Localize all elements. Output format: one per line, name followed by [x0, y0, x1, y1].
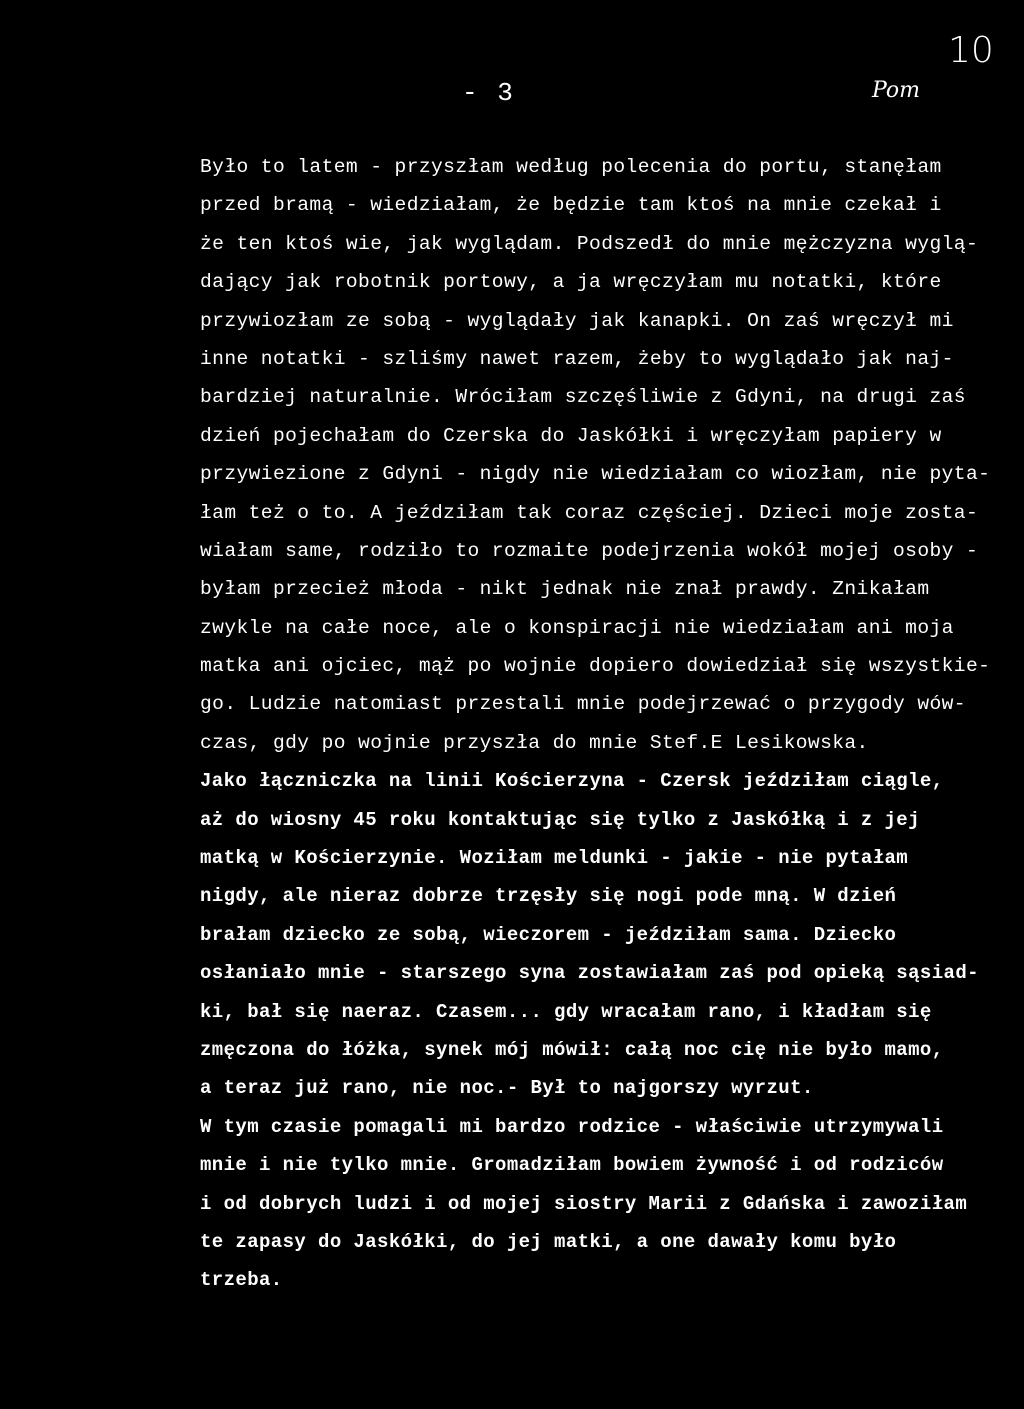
text-line: brałam dziecko ze sobą, wieczorem - jeździłam sama. Dziecko [200, 923, 897, 946]
text-line: wiałam same, rodziło to rozmaite podejrzenia wokół mojej osoby - [200, 539, 979, 562]
text-line: łam też o to. A jeździłam tak coraz częściej. Dzieci moje zosta- [200, 501, 979, 524]
text-line: czas, gdy po wojnie przyszła do mnie Stef.E Lesikowska. [200, 731, 869, 754]
text-line: te zapasy do Jaskółki, do jej matki, a one dawały komu było [200, 1230, 897, 1253]
text-line: zwykle na całe noce, ale o konspiracji nie wiedziałam ani moja [200, 616, 954, 639]
folio-number: 10 [948, 30, 994, 71]
text-line: a teraz już rano, nie noc.- Był to najgorszy wyrzut. [200, 1077, 814, 1100]
text-line: Jako łączniczka na linii Kościerzyna - Czersk jeździłam ciągle, [200, 770, 944, 793]
typed-body-text [200, 148, 990, 1300]
text-line: byłam przecież młoda - nikt jednak nie znał prawdy. Znikałam [200, 578, 930, 601]
text-line: aż do wiosny 45 roku kontaktując się tylko z Jaskółką i z jej [200, 808, 920, 831]
text-line: go. Ludzie natomiast przestali mnie podejrzewać o przygody wów- [200, 693, 966, 716]
text-line: przywiozłam ze sobą - wyglądały jak kanapki. On zaś wręczył mi [200, 309, 954, 332]
text-line: W tym czasie pomagali mi bardzo rodzice - właściwie utrzymywali [200, 1115, 944, 1138]
page-number: - 3 [462, 78, 515, 108]
text-line: osłaniało mnie - starszego syna zostawiałam zaś pod opieką sąsiad- [200, 962, 979, 985]
text-line: zmęczona do łóżka, synek mój mówił: całą noc cię nie było mamo, [200, 1038, 944, 1061]
text-line: mnie i nie tylko mnie. Gromadziłam bowiem żywność i od rodziców [200, 1154, 944, 1177]
text-line: matka ani ojciec, mąż po wojnie dopiero dowiedział się wszystkie- [200, 655, 991, 678]
text-line: dzień pojechałam do Czerska do Jaskółki i wręczyłam papiery w [200, 424, 942, 447]
text-line: matką w Kościerzynie. Woziłam meldunki - jakie - nie pytałam [200, 847, 909, 870]
handwritten-initials: Pom [872, 78, 921, 103]
text-line: przed bramą - wiedziałam, że będzie tam ktoś na mnie czekał i [200, 194, 942, 217]
text-line: inne notatki - szliśmy nawet razem, żeby to wyglądało jak naj- [200, 347, 954, 370]
text-line: i od dobrych ludzi i od mojej siostry Marii z Gdańska i zawoziłam [200, 1192, 968, 1215]
text-line: bardziej naturalnie. Wróciłam szczęśliwie z Gdyni, na drugi zaś [200, 386, 966, 409]
text-line: Było to latem - przyszłam według polecenia do portu, stanęłam [200, 156, 942, 178]
text-line: trzeba. [200, 1269, 283, 1292]
text-line: ki, bał się naeraz. Czasem... gdy wracałam rano, i kładłam się [200, 1000, 932, 1023]
text-line: nigdy, ale nieraz dobrze trzęsły się nogi pode mną. W dzień [200, 885, 897, 908]
text-line: dający jak robotnik portowy, a ja wręczyłam mu notatki, które [200, 271, 942, 294]
text-line: że ten ktoś wie, jak wyglądam. Podszedł do mnie mężczyzna wyglą- [200, 232, 979, 255]
text-line: przywiezione z Gdyni - nigdy nie wiedziałam co wiozłam, nie pyta- [200, 463, 991, 486]
